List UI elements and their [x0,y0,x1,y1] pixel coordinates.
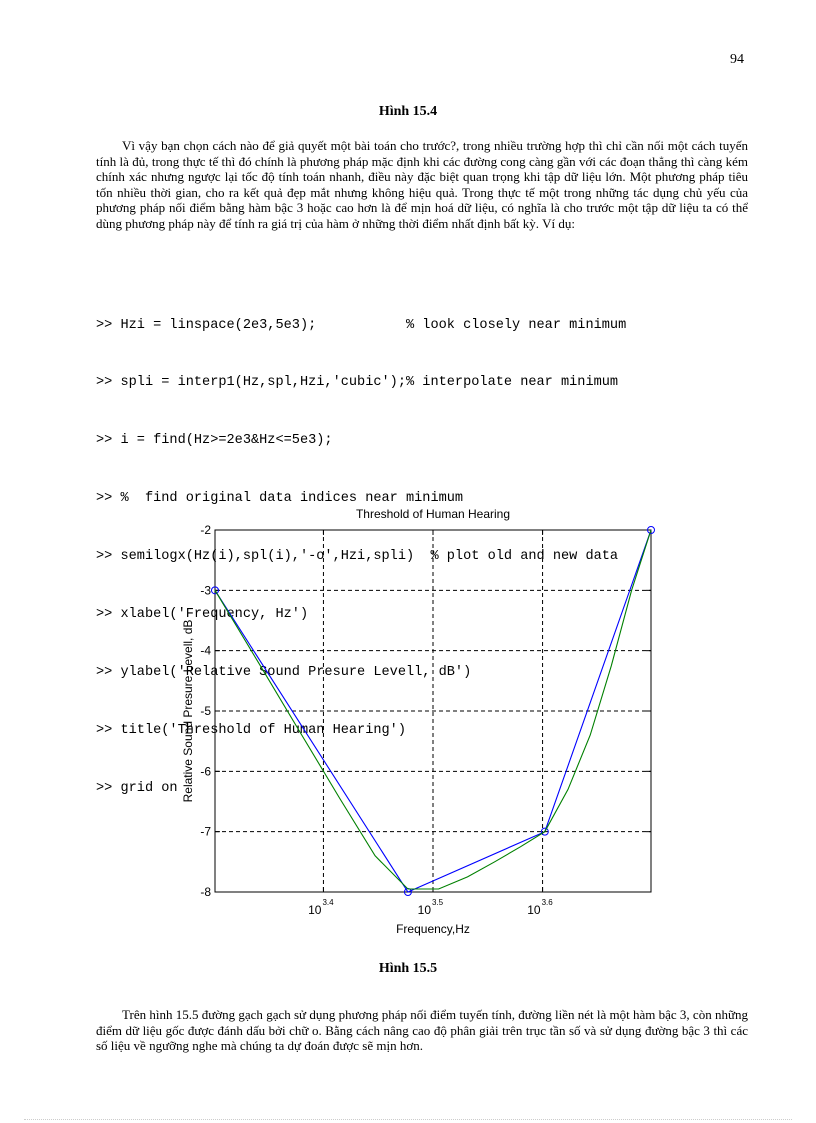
code-line: >> spli = interp1(Hz,spl,Hzi,'cubic');% interpolate near minimum [96,375,619,391]
y-tick-label: -3 [200,583,211,598]
y-tick-label: -7 [200,824,211,839]
y-axis-label: Relative Sound Presure Levell, dB [181,619,195,803]
x-tick-label: 10 [527,903,541,917]
code-line: >> grid on [96,780,178,796]
paragraph-explanation [96,1007,748,1054]
chart-title: Threshold of Human Hearing [355,507,511,521]
series-line [215,530,651,889]
page-bottom-rule [24,1119,792,1120]
code-line: >> % find original data indices near minimum [96,491,464,507]
code-line: >> title('Threshold of Human Hearing') [96,722,406,738]
x-tick-exponent: 3.6 [541,898,553,907]
figure-caption-bottom: Hình 15.5 [378,961,438,976]
y-tick-label: -6 [200,764,211,779]
x-tick-label: 10 [308,903,322,917]
x-tick-exponent: 3.5 [432,898,444,907]
y-tick-label: -5 [200,704,211,718]
code-line: >> semilogx(Hz(i),spl(i),'-o',Hzi,spli) % plot old and new data [96,549,619,565]
paragraph-explanation-text: Trên hình 15.5 đường gạch gạch sử dụng phương pháp nối điểm tuyến tính, đường liền nét là một hàm bậc 3, còn những điểm dữ liệu gốc được đánh dấu bởi chữ o. Bằng cách nâng cao độ phân giải trên trục tần số và sử dụng đường bậc 3 thì các số liệu về ngưỡng nghe mà chúng ta dự đoán được sẽ mịn hơn. [96,1007,748,1053]
code-line: >> ylabel('Relative Sound Presure Levell, dB') [96,664,472,680]
y-tick-label: -8 [200,885,211,899]
x-tick-exponent: 3.4 [322,898,334,907]
code-line: >> Hzi = linspace(2e3,5e3); % look closely near minimum [96,317,627,333]
x-tick-label: 10 [417,903,432,917]
code-line: >> i = find(Hz>=2e3&Hz<=5e3); [96,433,333,449]
paragraph-intro [96,138,748,231]
page-number: 94 [730,52,744,67]
x-axis-label: Frequency,Hz [396,922,470,936]
paragraph-intro-text: Vì vậy bạn chọn cách nào để giả quyết một bài toán cho trước?, trong nhiều trường hợp thì chỉ cần nối một cách tuyến tính là đủ, trong thực tế thì đó chính là phương pháp mặc định khi các đường cong càng gần với các đoạn thẳng thì càng kém chính xác nhưng ngược lại tốc độ tính toán nhanh, điều này đặc biệt quan trọng khi tập dữ liệu lớn. Một phương pháp tiêu tốn nhiều thời gian, cho ra kết quả đẹp mắt nhưng không hiệu quả. Trong thực tế một trong những tác dụng chủ yếu của phương pháp nối điểm bằng hàm bậc 3 hoặc cao hơn là để mịn hoá dữ liệu, có nghĩa là cho trước một tập dữ liệu ta có thể dùng phương pháp này để tính ra giá trị của hàm ở những thời điểm nhất định bất kỳ. Ví dụ: [96,138,748,231]
threshold-chart [170,498,670,948]
y-tick-label: -4 [200,643,211,658]
figure-caption-top: Hình 15.4 [378,104,438,119]
y-tick-label: -2 [200,523,211,537]
code-line: >> xlabel('Frequency, Hz') [96,607,309,623]
